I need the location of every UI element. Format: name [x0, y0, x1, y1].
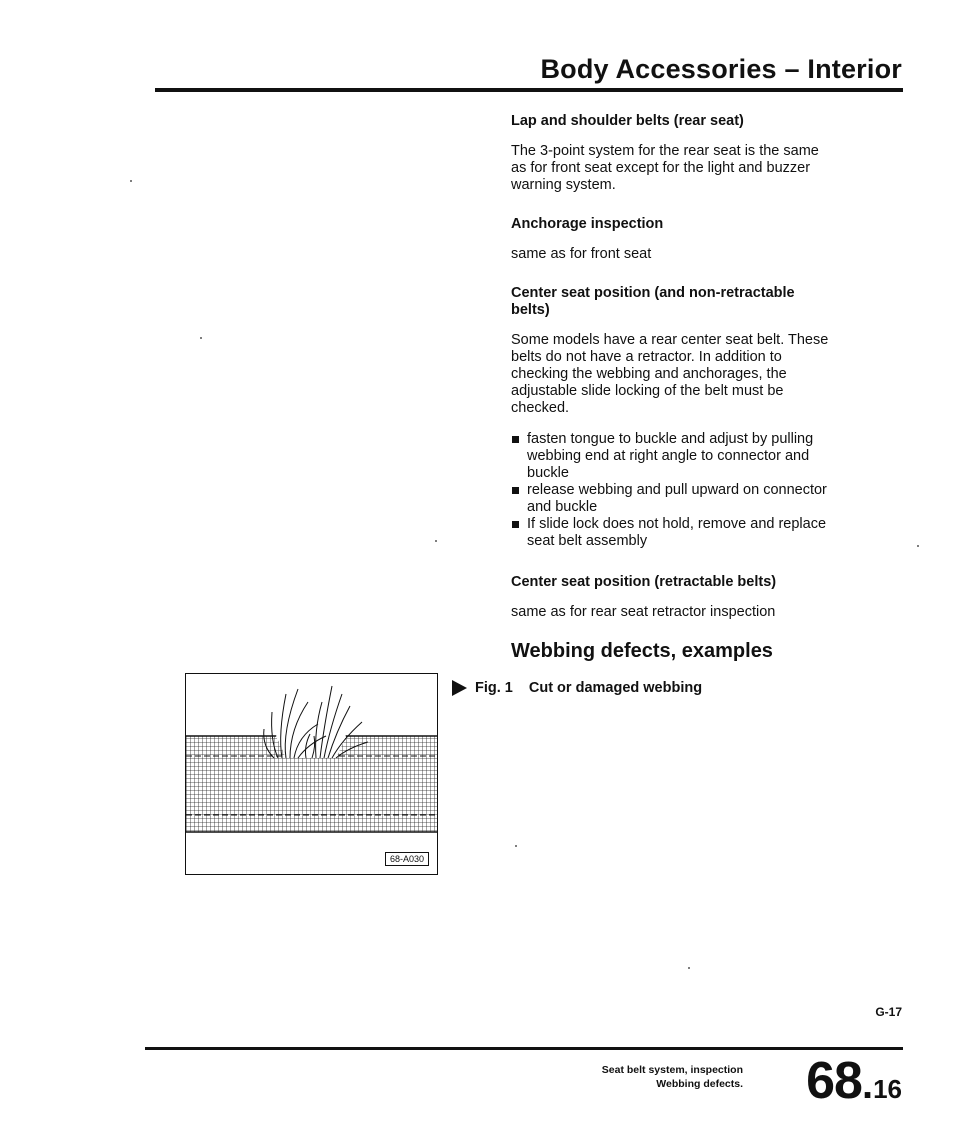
page-reference: G-17	[875, 1005, 902, 1019]
section-heading-center-retractable: Center seat position (retractable belts)	[511, 574, 777, 590]
section-heading-webbing-defects: Webbing defects, examples	[511, 640, 773, 662]
list-item	[511, 516, 831, 550]
arrow-right-icon	[452, 680, 467, 696]
bullet-square-icon	[512, 436, 519, 443]
section-body-anchorage: same as for front seat	[511, 246, 652, 262]
section-body-center-retractable: same as for rear seat retractor inspection	[511, 604, 776, 620]
footer-rule	[145, 1047, 903, 1050]
header-rule	[155, 88, 903, 92]
text-column	[511, 113, 831, 663]
section-heading-center-non-retractable: Center seat position (and non-retractable belts)	[511, 285, 795, 318]
list-item	[511, 482, 831, 516]
footer-topic: Seat belt system, inspection	[601, 1064, 743, 1076]
scan-speck	[515, 845, 517, 847]
figure-label: Fig. 1	[475, 680, 513, 696]
section-number-sub: 16	[873, 1074, 902, 1104]
bullet-square-icon	[512, 521, 519, 528]
scan-speck	[688, 967, 690, 969]
figure-id-box: 68-A030	[385, 852, 429, 866]
section-heading-lap-belts: Lap and shoulder belts (rear seat)	[511, 113, 744, 129]
scan-speck	[200, 337, 202, 339]
section-heading-anchorage: Anchorage inspection	[511, 216, 664, 232]
figure-caption-text: Cut or damaged webbing	[528, 680, 703, 696]
scan-speck	[130, 180, 132, 182]
section-number	[806, 1053, 902, 1117]
footer-topics	[602, 1063, 743, 1091]
section-number-main: 68	[806, 1052, 862, 1110]
list-item-text: release webbing and pull upward on connector and buckle	[527, 482, 827, 515]
list-item-text: If slide lock does not hold, remove and replace seat belt assembly	[527, 516, 827, 549]
list-item	[511, 431, 831, 482]
section-body-lap-belts: The 3-point system for the rear seat is the same as for front seat except for the light and buzzer warning system.	[511, 143, 819, 193]
scan-speck	[435, 540, 437, 542]
section-number-dot: .	[861, 1063, 874, 1107]
webbing-damage-illustration	[185, 673, 438, 875]
webbing-drawing	[186, 674, 438, 875]
figure-caption	[452, 680, 702, 696]
bullet-list	[511, 431, 831, 550]
scan-speck	[917, 545, 919, 547]
footer-topic: Webbing defects.	[656, 1078, 743, 1090]
section-body-center-non-retractable: Some models have a rear center seat belt. These belts do not have a retractor. In addition to checking the webbing and anchorages, the adjustable slide locking of the belt must be checked.	[511, 332, 829, 416]
bullet-square-icon	[512, 487, 519, 494]
page-header-title: Body Accessories – Interior	[540, 54, 902, 84]
list-item-text: fasten tongue to buckle and adjust by pulling webbing end at right angle to connector and buckle	[527, 431, 814, 481]
